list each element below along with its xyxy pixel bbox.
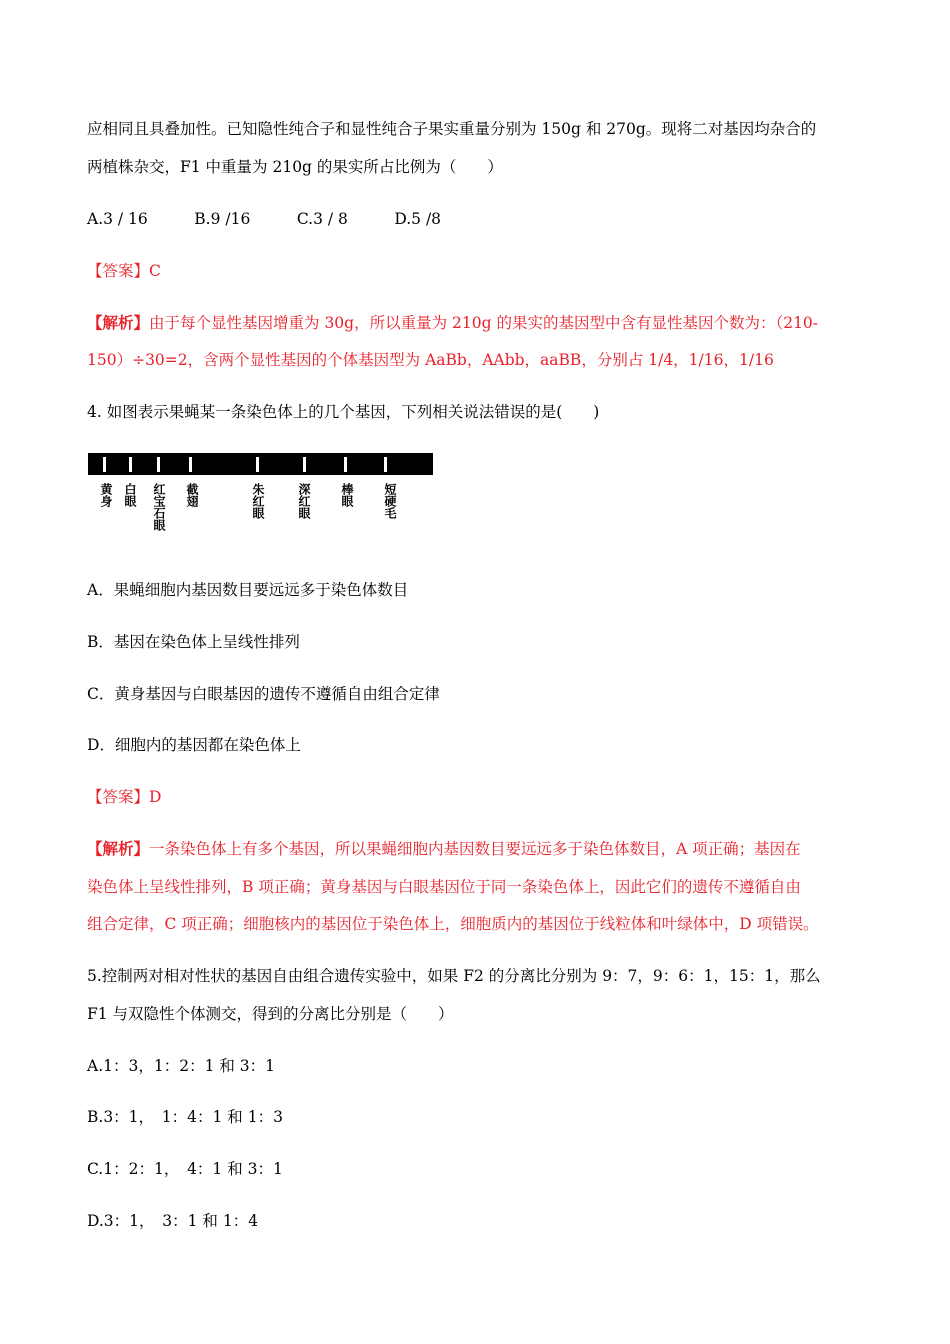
gene-band-short-bristle	[384, 457, 387, 472]
gene-label-bar-eye: 棒眼	[340, 483, 354, 507]
gene-band-cut-wing	[189, 457, 192, 472]
gene-label-cut-wing: 截翅	[185, 483, 199, 507]
gene-band-yellow-body	[103, 457, 106, 472]
q4-analysis-line-2: 染色体上呈线性排列，B 项正确；黄身基因与白眼基因位于同一条染色体上，因此它们的遗传不遵循自由	[87, 878, 801, 896]
analysis-text: 一条染色体上有多个基因，所以果蝇细胞内基因数目要远远多于染色体数目，A 项正确；基因在	[149, 840, 801, 858]
q4-option-a: A．果蝇细胞内基因数目要远远多于染色体数目	[87, 581, 409, 599]
answer-value: C	[149, 262, 161, 280]
gene-label-vermilion-eye: 朱红眼	[251, 483, 265, 519]
gene-band-white-eye	[129, 457, 132, 472]
gene-label-yellow-body: 黄身	[99, 483, 113, 507]
chromosome-bar	[88, 453, 433, 475]
q4-option-c: C．黄身基因与白眼基因的遗传不遵循自由组合定律	[87, 685, 440, 703]
q3-text-line-1: 应相同且具叠加性。已知隐性纯合子和显性纯合子果实重量分别为 150g 和 270g。现将二对基因均杂合的	[87, 120, 817, 138]
gene-band-bar-eye	[344, 457, 347, 472]
q5-option-c: C.1：2：1， 4：1 和 3：1	[87, 1160, 283, 1178]
q5-option-d: D.3：1， 3：1 和 1：4	[87, 1212, 259, 1230]
gene-label-white-eye: 白眼	[123, 483, 137, 507]
q4-analysis-line-1	[87, 837, 801, 859]
q4-question: 4. 如图表示果蝇某一条染色体上的几个基因，下列相关说法错误的是( )	[87, 403, 600, 421]
chromosome-diagram	[88, 453, 433, 475]
analysis-tag: 【解析】	[87, 839, 150, 858]
gene-label-short-bristle: 短硬毛	[383, 483, 397, 519]
q4-option-b: B．基因在染色体上呈线性排列	[87, 633, 300, 651]
q5-text-line-1: 5.控制两对相对性状的基因自由组合遗传实验中，如果 F2 的分离比分别为 9：7，9：6：1，15：1，那么	[87, 967, 821, 985]
gene-band-vermilion-eye	[256, 457, 259, 472]
q3-analysis-line-1	[87, 311, 818, 333]
q3-text-line-2: 两植株杂交，F1 中重量为 210g 的果实所占比例为（ ）	[87, 158, 503, 176]
q5-option-b: B.3：1， 1：4：1 和 1：3	[87, 1108, 283, 1126]
q3-options: A.3 / 16 B.9 /16 C.3 / 8 D.5 /8	[87, 210, 442, 228]
q4-option-d: D．细胞内的基因都在染色体上	[87, 736, 301, 754]
q3-analysis-line-2: 150）÷30=2，含两个显性基因的个体基因型为 AaBb，AAbb，aaBB，分别占 1/4，1/16，1/16	[87, 351, 774, 369]
answer-tag: 【答案】	[87, 262, 150, 280]
q5-option-a: A.1：3，1：2：1 和 3：1	[87, 1057, 276, 1075]
gene-label-ruby-eye: 红宝石眼	[152, 483, 166, 531]
gene-band-ruby-eye	[157, 457, 160, 472]
q4-analysis-line-3: 组合定律，C 项正确；细胞核内的基因位于染色体上，细胞质内的基因位于线粒体和叶绿体中，D 项错误。	[87, 915, 819, 933]
gene-label-carmine-eye: 深红眼	[297, 483, 311, 519]
analysis-tag: 【解析】	[87, 313, 150, 332]
answer-value: D	[149, 788, 162, 806]
q5-text-line-2: F1 与双隐性个体测交，得到的分离比分别是（ ）	[87, 1005, 454, 1023]
answer-tag: 【答案】	[87, 788, 150, 806]
q4-answer	[87, 785, 161, 807]
analysis-text: 由于每个显性基因增重为 30g，所以重量为 210g 的果实的基因型中含有显性基因个数为：（210-	[149, 314, 819, 332]
q3-answer	[87, 259, 161, 281]
gene-band-carmine-eye	[303, 457, 306, 472]
